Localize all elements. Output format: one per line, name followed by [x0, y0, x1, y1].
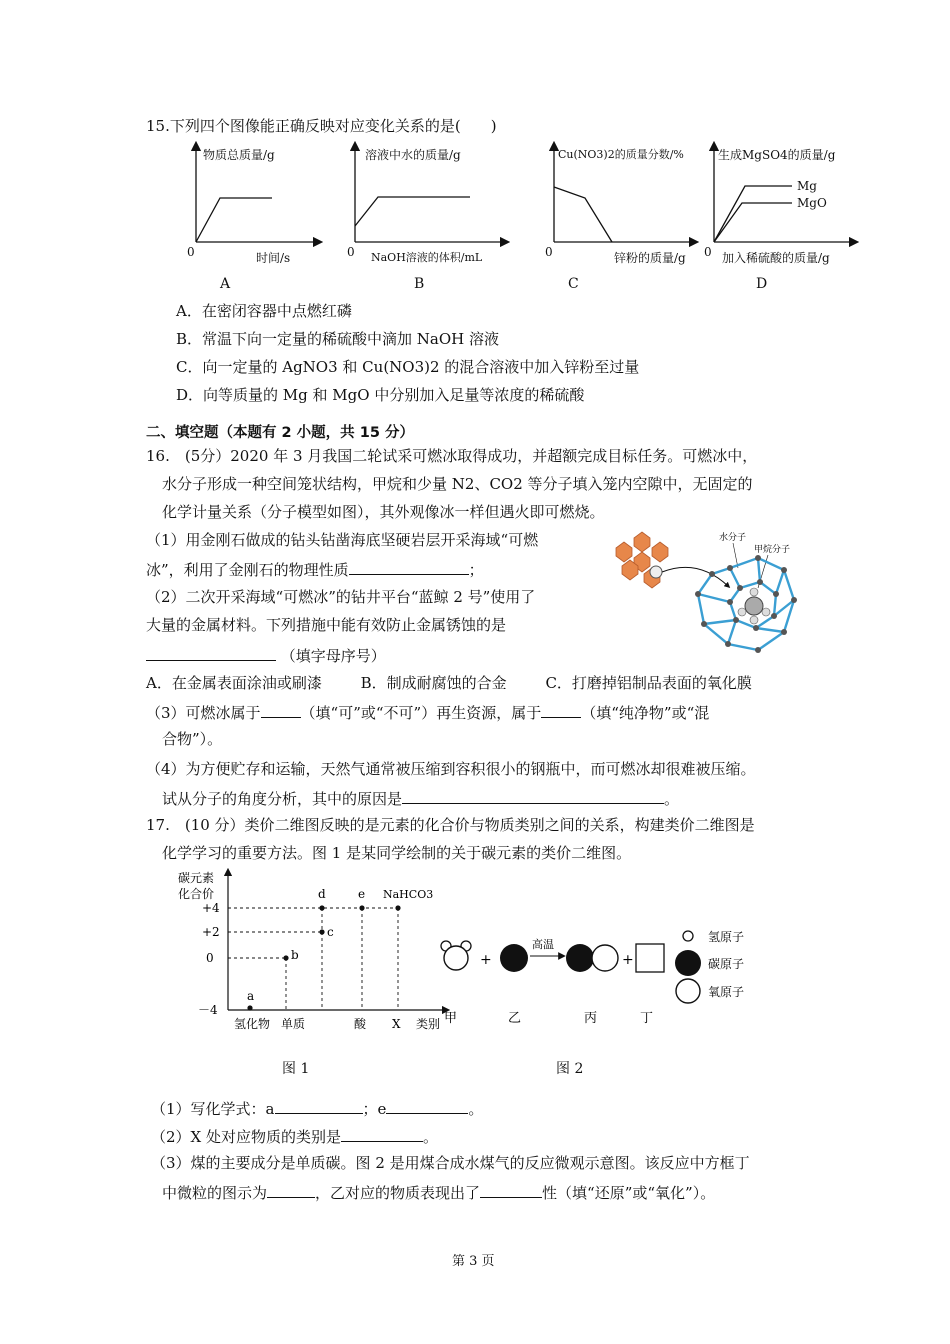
- graph-a-xlabel: 时间/s: [256, 251, 291, 265]
- answer-blank-6[interactable]: [275, 1097, 363, 1114]
- fig1-ytick-plus4: +4: [202, 901, 220, 915]
- graph-c-xlabel: 锌粉的质量/g: [614, 251, 686, 265]
- svg-text:+: +: [480, 952, 492, 968]
- q16-part2-b: 大量的金属材料。下列措施中能有效防止金属锈蚀的是: [146, 616, 507, 634]
- graph-b-origin: 0: [347, 245, 355, 259]
- fig1-label-d: d: [318, 887, 326, 901]
- answer-blank-8[interactable]: [341, 1125, 423, 1142]
- answer-blank-2[interactable]: [146, 644, 276, 661]
- graph-c-letter: C: [568, 276, 579, 292]
- fig1-ytick-plus2: +2: [202, 925, 220, 939]
- q17-line1: 17. (10 分）类价二维图反映的是元素的化合价与物质类别之间的关系，构建类价二维图是: [146, 816, 755, 834]
- fig1-point-e: [359, 905, 364, 910]
- answer-blank-7[interactable]: [386, 1097, 468, 1114]
- q16-line2: 水分子形成一种空间笼状结构，甲烷和少量 N2、CO2 等分子填入笼内空隙中，无固定的: [162, 475, 753, 493]
- fig1-xtick-acid: 酸: [354, 1017, 367, 1031]
- q15-option-b: B．常温下向一定量的稀硫酸中滴加 NaOH 溶液: [176, 330, 500, 348]
- q15-option-c: C．向一定量的 AgNO3 和 Cu(NO3)2 的混合溶液中加入锌粉至过量: [176, 358, 640, 376]
- q16-part1-b: 冰”，利用了金刚石的物理性质 ；: [146, 558, 484, 580]
- graph-d-xlabel: 加入稀硫酸的质量/g: [722, 251, 830, 265]
- legend-carbon: [675, 950, 701, 976]
- q16-part2-a: （2）二次开采海域“可燃冰”的钻井平台“蓝鲸 2 号”使用了: [146, 588, 536, 606]
- q16-option-a: A．在金属表面涂油或刷漆: [146, 674, 322, 692]
- legend-oxygen: [676, 979, 700, 1003]
- fig1-point-d: [319, 905, 324, 910]
- graph-a-ylabel: 物质总质量/g: [203, 148, 275, 162]
- fig1-xtick-element: 单质: [281, 1017, 306, 1031]
- fig2-label-jia: 甲: [444, 1011, 458, 1026]
- graph-d-line1: Mg: [797, 179, 817, 193]
- fig1-ylabel1: 碳元素: [178, 871, 215, 885]
- fig1-caption: 图 1: [282, 1061, 310, 1077]
- graph-b-letter: B: [414, 276, 425, 292]
- fig2-caption: 图 2: [556, 1061, 584, 1077]
- orange-crystal: [616, 532, 668, 588]
- q17-part3-b: 中微粒的图示为 ，乙对应的物质表现出了 性（填“还原”或“氧化”）。: [162, 1181, 715, 1203]
- graph-b-ylabel: 溶液中水的质量/g: [365, 148, 461, 162]
- graph-a-origin: 0: [187, 245, 195, 259]
- fig1-label-b: b: [291, 948, 299, 962]
- fig2-legend-c: 碳原子: [708, 957, 745, 971]
- svg-text:+: +: [622, 952, 634, 968]
- figure1-chart: [168, 866, 468, 1036]
- fig1-label-nahco3: NaHCO3: [383, 888, 434, 901]
- fig1-point-b: [283, 955, 288, 960]
- q17-part2: （2）X 处对应物质的类别是 。: [151, 1125, 438, 1147]
- fig1-ytick-0: 0: [206, 951, 214, 965]
- graph-c-origin: 0: [545, 245, 553, 259]
- fig2-label-yi: 乙: [508, 1011, 522, 1026]
- section-title: 二、填空题（本题有 2 小题，共 15 分）: [146, 425, 414, 441]
- q16-part2-c: （填字母序号）: [146, 644, 386, 666]
- fig1-label-e: e: [358, 887, 366, 901]
- label-water-molecule: 水分子: [719, 533, 747, 543]
- fig2-condition: 高温: [532, 938, 554, 951]
- fig2-label-bing: 丙: [584, 1011, 598, 1026]
- q16-part3-a: （3）可燃冰属于 （填“可”或“不可”）再生资源，属于 （填“纯净物”或“混: [146, 701, 709, 723]
- q16-part4-b: 试从分子的角度分析，其中的原因是 。: [162, 787, 679, 809]
- q16-part1-a: （1）用金刚石做成的钻头钻凿海底坚硬岩层开采海域“可燃: [146, 531, 539, 549]
- q16-line3: 化学计量关系（分子模型如图），其外观像冰一样但遇火即可燃烧。: [162, 503, 605, 521]
- fig1-point-a: [247, 1005, 252, 1010]
- q17-part3-a: （3）煤的主要成分是单质碳。图 2 是用煤合成水煤气的反应微观示意图。该反应中方框丁: [151, 1154, 750, 1172]
- fig1-ylabel2: 化合价: [178, 887, 215, 901]
- graph-b-xlabel: NaOH溶液的体积/mL: [371, 251, 483, 264]
- hydrate-figure: [608, 528, 808, 678]
- q15-option-d: D．向等质量的 Mg 和 MgO 中分别加入足量等浓度的稀硫酸: [176, 386, 585, 404]
- fig1-xtick-x: X: [392, 1017, 401, 1031]
- graph-d-ylabel: 生成MgSO4的质量/g: [718, 148, 836, 162]
- box-ding: [636, 944, 664, 972]
- molecule-jia: [441, 941, 471, 970]
- fig1-label-a: a: [247, 989, 255, 1003]
- graph-c-ylabel: Cu(NO3)2的质量分数/%: [558, 148, 684, 161]
- q16-option-c: C．打磨掉铝制品表面的氧化膜: [545, 674, 752, 692]
- legend-hydrogen: [683, 931, 693, 941]
- graph-d-line2: MgO: [797, 196, 827, 210]
- page-number: 第 3 页: [452, 1254, 495, 1269]
- graph-d-letter: D: [756, 276, 768, 292]
- answer-blank-10[interactable]: [480, 1181, 542, 1198]
- graph-d-origin: 0: [704, 245, 712, 259]
- answer-blank-4[interactable]: [541, 701, 581, 718]
- graph-a-letter: A: [220, 276, 231, 292]
- q16-part4-a: （4）为方便贮存和运输，天然气通常被压缩到容积很小的钢瓶中，而可燃冰却很难被压缩。: [146, 760, 756, 778]
- molecule-yi: [500, 944, 528, 972]
- q16-options: [146, 673, 752, 693]
- molecule-bing: [566, 944, 618, 972]
- q15-option-a: A．在密闭容器中点燃红磷: [176, 302, 352, 320]
- q17-line2: 化学学习的重要方法。图 1 是某同学绘制的关于碳元素的类价二维图。: [162, 844, 632, 862]
- figure2-reaction: [432, 926, 782, 1026]
- fig1-xtick-hydride: 氢化物: [234, 1017, 271, 1031]
- q16-line1: 16. (5分）2020 年 3 月我国二轮试采可燃冰取得成功，并超额完成目标任务。可燃冰中，: [146, 447, 758, 465]
- answer-blank-9[interactable]: [267, 1181, 315, 1198]
- label-methane-molecule: 甲烷分子: [754, 545, 791, 555]
- fig1-point-nahco3: [395, 905, 400, 910]
- fig1-label-c: c: [327, 925, 334, 939]
- fig2-legend-o: 氧原子: [708, 985, 745, 999]
- answer-blank-1[interactable]: [349, 558, 469, 575]
- q15-graphs: [0, 140, 950, 300]
- answer-blank-5[interactable]: [402, 787, 664, 804]
- answer-blank-3[interactable]: [261, 701, 301, 718]
- fig1-ytick-minus4: －4: [198, 1003, 218, 1017]
- fig1-point-c: [319, 929, 324, 934]
- q16-part3-b: 合物”）。: [162, 730, 223, 748]
- q16-option-b: B．制成耐腐蚀的合金: [360, 674, 507, 692]
- q15-stem: 15.下列四个图像能正确反映对应变化关系的是( ): [146, 117, 497, 135]
- q17-part1: （1）写化学式：a ；e 。: [151, 1097, 483, 1119]
- fig2-legend-h: 氢原子: [708, 930, 745, 944]
- fig2-label-ding: 丁: [640, 1011, 654, 1026]
- fig1-xlabel: 类别: [416, 1017, 441, 1031]
